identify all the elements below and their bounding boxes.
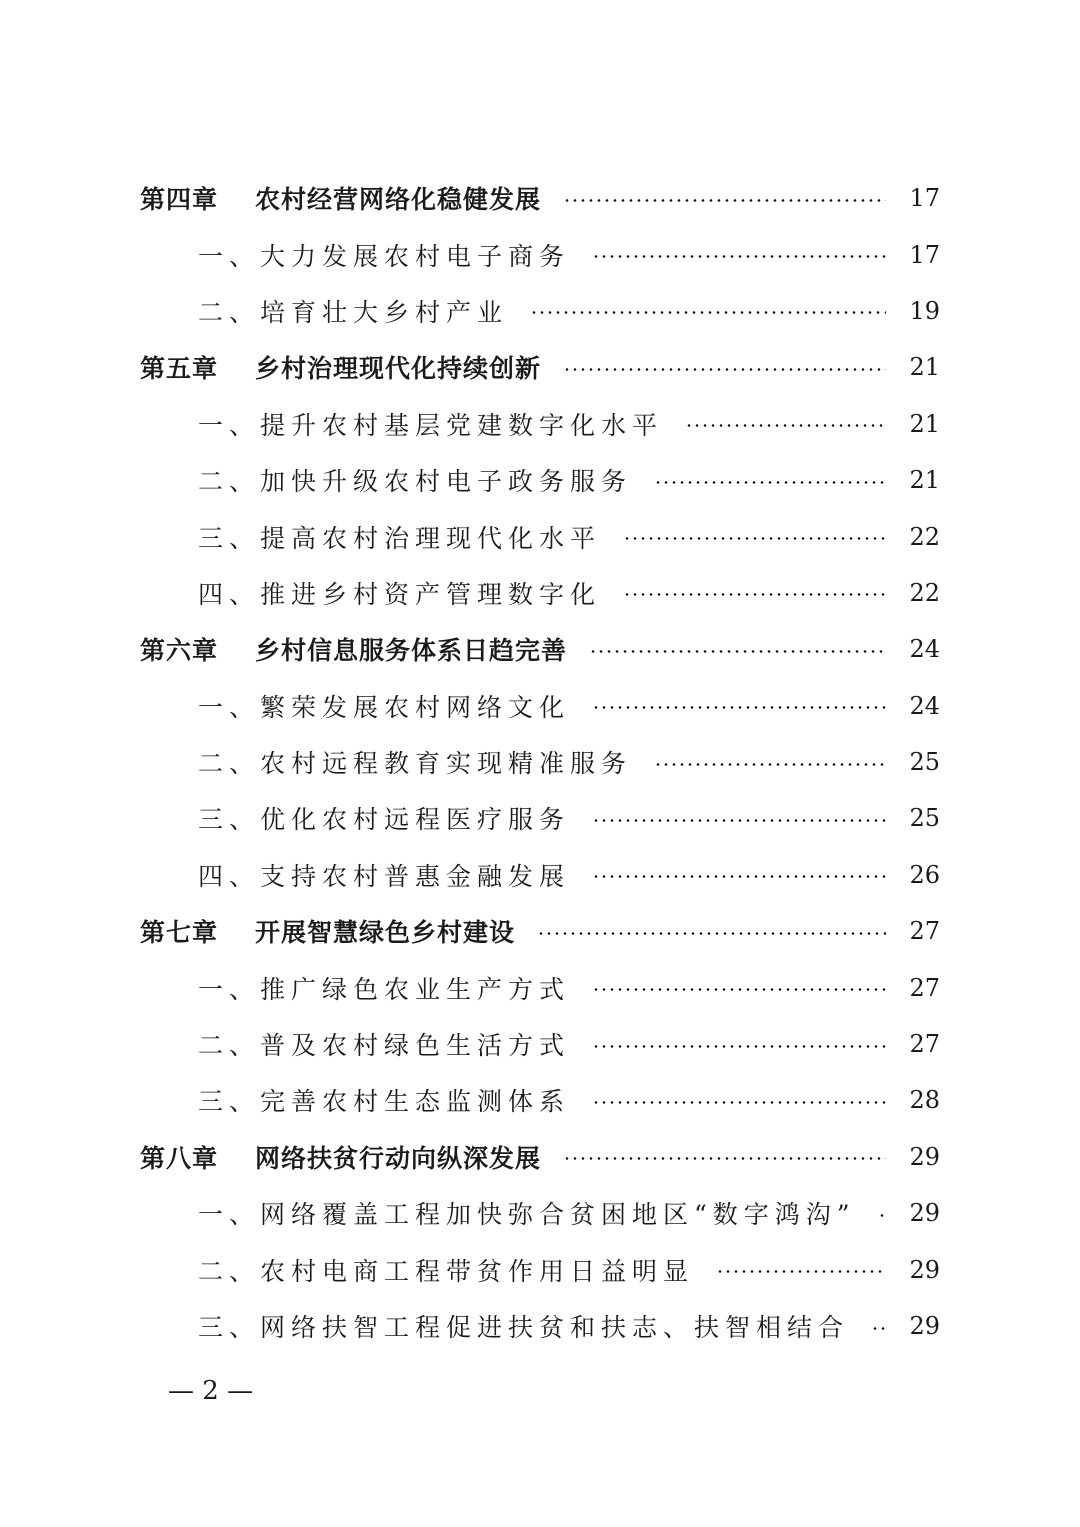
page-number: 29 — [909, 1255, 940, 1284]
page-number: 24 — [909, 635, 940, 664]
dot-leader — [592, 706, 886, 710]
dot-leader — [685, 424, 886, 428]
section-title: 二、普及农村绿色生活方式 — [198, 1031, 571, 1061]
page-number: 19 — [909, 296, 940, 325]
toc-section-row[interactable] — [0, 1016, 1080, 1072]
chapter-number: 第四章 — [140, 185, 219, 215]
chapter-title: 乡村信息服务体系日趋完善 — [255, 636, 568, 666]
section-title: 二、农村远程教育实现精准服务 — [198, 749, 633, 779]
page-footer-number: — 2 — — [168, 1376, 254, 1406]
toc-section-row[interactable] — [0, 452, 1080, 508]
toc-section-row[interactable] — [0, 1298, 1080, 1354]
toc-section-row[interactable] — [0, 396, 1080, 452]
toc-section-row[interactable] — [0, 226, 1080, 282]
page-number: 22 — [909, 522, 940, 551]
page-number: 29 — [909, 1199, 940, 1228]
page-number: 27 — [909, 1030, 940, 1059]
dot-leader — [592, 1100, 886, 1104]
dot-leader — [592, 818, 886, 822]
page-number: 17 — [909, 184, 940, 213]
chapter-title: 乡村治理现代化持续创新 — [255, 354, 542, 384]
dot-leader — [563, 1157, 886, 1161]
page-number: 29 — [909, 1142, 940, 1171]
section-title: 二、培育壮大乡村产业 — [198, 297, 509, 327]
dot-leader — [716, 1270, 886, 1274]
dot-leader — [871, 1326, 886, 1330]
dot-leader — [654, 762, 886, 766]
dot-leader — [563, 367, 886, 371]
page-number: 27 — [909, 917, 940, 946]
toc-chapter-row[interactable] — [0, 339, 1080, 395]
toc-section-row[interactable] — [0, 959, 1080, 1015]
dot-leader — [654, 480, 886, 484]
section-title: 三、提高农村治理现代化水平 — [198, 523, 602, 553]
dot-leader — [592, 1044, 886, 1048]
dot-leader — [530, 311, 886, 315]
dot-leader — [623, 593, 886, 597]
page-number: 25 — [909, 804, 940, 833]
page-number: 27 — [909, 973, 940, 1002]
dot-leader — [592, 988, 886, 992]
page-number: 26 — [909, 860, 940, 889]
table-of-contents — [0, 170, 1080, 1354]
chapter-title: 农村经营网络化稳健发展 — [255, 185, 542, 215]
section-title: 三、完善农村生态监测体系 — [198, 1087, 571, 1117]
section-title: 一、繁荣发展农村网络文化 — [198, 692, 571, 722]
dot-leader — [878, 1213, 886, 1217]
toc-chapter-row[interactable] — [0, 903, 1080, 959]
page-number: 21 — [909, 409, 940, 438]
section-title: 一、推广绿色农业生产方式 — [198, 974, 571, 1004]
page-number: 25 — [909, 748, 940, 777]
toc-section-row[interactable] — [0, 283, 1080, 339]
dot-leader — [592, 255, 886, 259]
section-title: 一、提升农村基层党建数字化水平 — [198, 410, 664, 440]
toc-section-row[interactable] — [0, 508, 1080, 564]
dot-leader — [623, 537, 886, 541]
section-title: 一、大力发展农村电子商务 — [198, 241, 571, 271]
toc-section-row[interactable] — [0, 1241, 1080, 1297]
page-number: 21 — [909, 353, 940, 382]
dot-leader — [563, 198, 886, 202]
page-number: 24 — [909, 691, 940, 720]
page-number: 29 — [909, 1312, 940, 1340]
chapter-number: 第六章 — [140, 636, 219, 666]
page-number: 21 — [909, 466, 940, 495]
section-title: 三、网络扶智工程促进扶贫和扶志、扶智相结合 — [198, 1313, 850, 1342]
section-title: 二、农村电商工程带贫作用日益明显 — [198, 1256, 695, 1286]
page-number: 28 — [909, 1086, 940, 1115]
chapter-title: 网络扶贫行动向纵深发展 — [255, 1143, 542, 1173]
toc-chapter-row[interactable] — [0, 1129, 1080, 1185]
section-title: 三、优化农村远程医疗服务 — [198, 805, 571, 835]
section-title: 四、推进乡村资产管理数字化 — [198, 579, 602, 609]
toc-section-row[interactable] — [0, 847, 1080, 903]
chapter-title: 开展智慧绿色乡村建设 — [255, 918, 516, 948]
page-number: 22 — [909, 578, 940, 607]
toc-chapter-row[interactable] — [0, 170, 1080, 226]
toc-section-row[interactable] — [0, 565, 1080, 621]
toc-chapter-row[interactable] — [0, 621, 1080, 677]
toc-section-row[interactable] — [0, 734, 1080, 790]
toc-section-row[interactable] — [0, 678, 1080, 734]
toc-section-row[interactable] — [0, 790, 1080, 846]
chapter-number: 第五章 — [140, 354, 219, 384]
dot-leader — [589, 649, 886, 653]
section-title: 一、网络覆盖工程加快弥合贫困地区“数字鸿沟” — [198, 1200, 856, 1230]
toc-section-row[interactable] — [0, 1185, 1080, 1241]
section-title: 二、加快升级农村电子政务服务 — [198, 467, 633, 497]
chapter-number: 第八章 — [140, 1143, 219, 1173]
page-number: 17 — [909, 240, 940, 269]
chapter-number: 第七章 — [140, 918, 219, 948]
dot-leader — [592, 875, 886, 879]
section-title: 四、支持农村普惠金融发展 — [198, 861, 571, 891]
dot-leader — [537, 931, 886, 935]
toc-section-row[interactable] — [0, 1072, 1080, 1128]
